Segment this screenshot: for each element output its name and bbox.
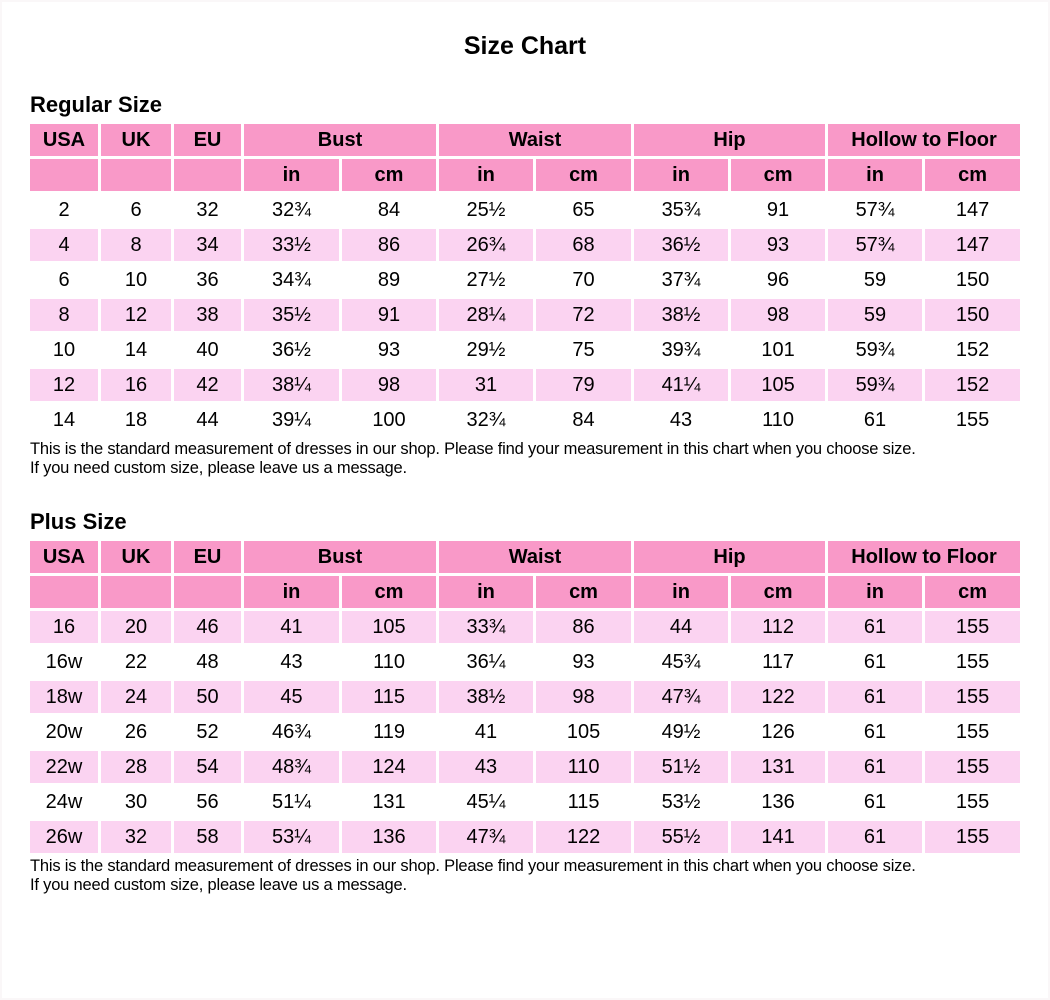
size-cell: 54 — [174, 751, 241, 783]
size-cell: 43 — [439, 751, 533, 783]
size-cell: 36¼ — [439, 646, 533, 678]
unit-header: in — [244, 159, 339, 191]
size-cell: 48¾ — [244, 751, 339, 783]
column-header: UK — [101, 541, 171, 573]
empty-header-cell — [101, 159, 171, 191]
size-cell: 105 — [342, 611, 436, 643]
size-cell: 22 — [101, 646, 171, 678]
size-cell: 98 — [731, 299, 825, 331]
size-cell: 131 — [342, 786, 436, 818]
size-cell: 38 — [174, 299, 241, 331]
size-cell: 152 — [925, 369, 1020, 401]
size-cell: 39¾ — [634, 334, 728, 366]
size-cell: 91 — [342, 299, 436, 331]
unit-header: cm — [731, 159, 825, 191]
size-cell: 20w — [30, 716, 98, 748]
size-cell: 57¾ — [828, 194, 922, 226]
size-cell: 61 — [828, 646, 922, 678]
size-cell: 86 — [536, 611, 631, 643]
size-cell: 24w — [30, 786, 98, 818]
size-cell: 41¼ — [634, 369, 728, 401]
column-header: EU — [174, 541, 241, 573]
size-cell: 16 — [101, 369, 171, 401]
header-row-units — [30, 159, 1020, 191]
size-cell: 26w — [30, 821, 98, 853]
unit-header: cm — [342, 576, 436, 608]
table-row — [30, 404, 1020, 436]
size-cell: 61 — [828, 716, 922, 748]
size-cell: 50 — [174, 681, 241, 713]
size-cell: 6 — [101, 194, 171, 226]
size-cell: 32 — [174, 194, 241, 226]
unit-header: in — [244, 576, 339, 608]
size-cell: 33½ — [244, 229, 339, 261]
size-cell: 65 — [536, 194, 631, 226]
size-cell: 155 — [925, 786, 1020, 818]
size-cell: 37¾ — [634, 264, 728, 296]
note-text — [30, 857, 1023, 895]
header-row-groups — [30, 124, 1020, 156]
size-cell: 38½ — [439, 681, 533, 713]
size-cell: 34¾ — [244, 264, 339, 296]
size-cell: 155 — [925, 751, 1020, 783]
size-cell: 101 — [731, 334, 825, 366]
size-cell: 61 — [828, 404, 922, 436]
size-cell: 136 — [342, 821, 436, 853]
size-cell: 119 — [342, 716, 436, 748]
unit-header: cm — [536, 159, 631, 191]
section-heading: Plus Size — [30, 509, 127, 534]
size-cell: 16w — [30, 646, 98, 678]
size-cell: 93 — [731, 229, 825, 261]
size-cell: 89 — [342, 264, 436, 296]
unit-header: in — [828, 576, 922, 608]
size-cell: 22w — [30, 751, 98, 783]
size-cell: 32 — [101, 821, 171, 853]
size-cell: 93 — [342, 334, 436, 366]
table-header — [30, 541, 1020, 608]
size-cell: 20 — [101, 611, 171, 643]
size-cell: 16 — [30, 611, 98, 643]
size-cell: 44 — [174, 404, 241, 436]
size-cell: 43 — [634, 404, 728, 436]
size-section — [27, 92, 1023, 478]
size-cell: 57¾ — [828, 229, 922, 261]
size-cell: 30 — [101, 786, 171, 818]
size-cell: 115 — [536, 786, 631, 818]
size-cell: 18w — [30, 681, 98, 713]
table-body — [30, 194, 1020, 436]
size-cell: 36½ — [634, 229, 728, 261]
column-group-header: Waist — [439, 124, 631, 156]
size-cell: 122 — [536, 821, 631, 853]
table-row — [30, 751, 1020, 783]
size-cell: 100 — [342, 404, 436, 436]
size-cell: 12 — [101, 299, 171, 331]
size-cell: 61 — [828, 611, 922, 643]
size-cell: 59¾ — [828, 369, 922, 401]
table-body — [30, 611, 1020, 853]
table-row — [30, 786, 1020, 818]
size-cell: 27½ — [439, 264, 533, 296]
size-cell: 136 — [731, 786, 825, 818]
page-title: Size Chart — [463, 32, 587, 60]
size-cell: 61 — [828, 786, 922, 818]
size-cell: 41 — [439, 716, 533, 748]
unit-header: in — [634, 159, 728, 191]
size-cell: 91 — [731, 194, 825, 226]
size-cell: 18 — [101, 404, 171, 436]
size-cell: 84 — [342, 194, 436, 226]
size-cell: 45¼ — [439, 786, 533, 818]
size-cell: 52 — [174, 716, 241, 748]
size-cell: 110 — [731, 404, 825, 436]
unit-header: cm — [536, 576, 631, 608]
size-cell: 115 — [342, 681, 436, 713]
size-cell: 2 — [30, 194, 98, 226]
size-cell: 35½ — [244, 299, 339, 331]
size-cell: 26 — [101, 716, 171, 748]
size-cell: 35¾ — [634, 194, 728, 226]
size-cell: 93 — [536, 646, 631, 678]
note-line-1: This is the standard measurement of dresses in our shop. Please find your measurement in this chart when you choose size. — [30, 440, 916, 458]
size-cell: 42 — [174, 369, 241, 401]
size-cell: 155 — [925, 681, 1020, 713]
size-cell: 59¾ — [828, 334, 922, 366]
size-cell: 51½ — [634, 751, 728, 783]
size-cell: 126 — [731, 716, 825, 748]
size-cell: 131 — [731, 751, 825, 783]
size-cell: 26¾ — [439, 229, 533, 261]
size-cell: 28 — [101, 751, 171, 783]
column-header: UK — [101, 124, 171, 156]
table-row — [30, 229, 1020, 261]
size-cell: 105 — [731, 369, 825, 401]
unit-header: cm — [925, 576, 1020, 608]
size-cell: 75 — [536, 334, 631, 366]
size-cell: 31 — [439, 369, 533, 401]
note-line-2: If you need custom size, please leave us a message. — [30, 876, 407, 894]
size-cell: 61 — [828, 681, 922, 713]
size-cell: 45¾ — [634, 646, 728, 678]
size-cell: 84 — [536, 404, 631, 436]
size-cell: 14 — [30, 404, 98, 436]
table-row — [30, 821, 1020, 853]
column-group-header: Waist — [439, 541, 631, 573]
size-cell: 117 — [731, 646, 825, 678]
size-cell: 96 — [731, 264, 825, 296]
column-header: USA — [30, 541, 98, 573]
size-cell: 29½ — [439, 334, 533, 366]
size-cell: 155 — [925, 646, 1020, 678]
size-cell: 45 — [244, 681, 339, 713]
size-cell: 155 — [925, 716, 1020, 748]
size-cell: 39¼ — [244, 404, 339, 436]
empty-header-cell — [174, 159, 241, 191]
size-cell: 141 — [731, 821, 825, 853]
tables-container — [0, 92, 1050, 895]
size-cell: 28¼ — [439, 299, 533, 331]
size-cell: 6 — [30, 264, 98, 296]
note-line-1: This is the standard measurement of dresses in our shop. Please find your measurement in this chart when you choose size. — [30, 857, 916, 875]
table-row — [30, 681, 1020, 713]
table-row — [30, 264, 1020, 296]
size-cell: 122 — [731, 681, 825, 713]
size-cell: 112 — [731, 611, 825, 643]
size-cell: 105 — [536, 716, 631, 748]
size-cell: 36½ — [244, 334, 339, 366]
column-group-header: Hollow to Floor — [828, 541, 1020, 573]
size-cell: 61 — [828, 751, 922, 783]
size-cell: 38¼ — [244, 369, 339, 401]
empty-header-cell — [30, 576, 98, 608]
unit-header: in — [439, 576, 533, 608]
column-group-header: Hollow to Floor — [828, 124, 1020, 156]
table-row — [30, 611, 1020, 643]
size-cell: 59 — [828, 264, 922, 296]
size-cell: 33¾ — [439, 611, 533, 643]
size-cell: 110 — [342, 646, 436, 678]
size-cell: 38½ — [634, 299, 728, 331]
empty-header-cell — [174, 576, 241, 608]
table-row — [30, 194, 1020, 226]
size-cell: 46 — [174, 611, 241, 643]
size-cell: 32¾ — [439, 404, 533, 436]
size-cell: 98 — [536, 681, 631, 713]
note-text — [30, 440, 1023, 478]
size-cell: 155 — [925, 404, 1020, 436]
size-cell: 46¾ — [244, 716, 339, 748]
size-cell: 68 — [536, 229, 631, 261]
size-cell: 86 — [342, 229, 436, 261]
table-row — [30, 369, 1020, 401]
column-header: EU — [174, 124, 241, 156]
column-header: USA — [30, 124, 98, 156]
size-cell: 59 — [828, 299, 922, 331]
size-cell: 10 — [101, 264, 171, 296]
size-cell: 58 — [174, 821, 241, 853]
size-cell: 72 — [536, 299, 631, 331]
size-cell: 150 — [925, 264, 1020, 296]
unit-header: cm — [342, 159, 436, 191]
table-row — [30, 646, 1020, 678]
size-cell: 110 — [536, 751, 631, 783]
size-cell: 10 — [30, 334, 98, 366]
size-cell: 150 — [925, 299, 1020, 331]
header-row-units — [30, 576, 1020, 608]
unit-header: cm — [925, 159, 1020, 191]
size-cell: 36 — [174, 264, 241, 296]
size-cell: 56 — [174, 786, 241, 818]
size-cell: 44 — [634, 611, 728, 643]
column-group-header: Bust — [244, 124, 436, 156]
size-cell: 8 — [101, 229, 171, 261]
header-row-groups — [30, 541, 1020, 573]
empty-header-cell — [30, 159, 98, 191]
size-table — [27, 538, 1023, 856]
size-cell: 40 — [174, 334, 241, 366]
note-line-2: If you need custom size, please leave us a message. — [30, 459, 407, 477]
size-cell: 51¼ — [244, 786, 339, 818]
size-cell: 61 — [828, 821, 922, 853]
size-table — [27, 121, 1023, 439]
size-cell: 25½ — [439, 194, 533, 226]
size-cell: 41 — [244, 611, 339, 643]
size-cell: 53¼ — [244, 821, 339, 853]
size-cell: 79 — [536, 369, 631, 401]
size-cell: 12 — [30, 369, 98, 401]
unit-header: in — [634, 576, 728, 608]
size-cell: 53½ — [634, 786, 728, 818]
table-row — [30, 299, 1020, 331]
table-row — [30, 716, 1020, 748]
size-cell: 14 — [101, 334, 171, 366]
size-cell: 147 — [925, 229, 1020, 261]
size-cell: 43 — [244, 646, 339, 678]
size-cell: 48 — [174, 646, 241, 678]
size-cell: 124 — [342, 751, 436, 783]
unit-header: in — [828, 159, 922, 191]
size-cell: 98 — [342, 369, 436, 401]
size-cell: 55½ — [634, 821, 728, 853]
size-cell: 24 — [101, 681, 171, 713]
size-cell: 8 — [30, 299, 98, 331]
unit-header: in — [439, 159, 533, 191]
size-cell: 152 — [925, 334, 1020, 366]
size-cell: 147 — [925, 194, 1020, 226]
size-cell: 49½ — [634, 716, 728, 748]
section-heading: Regular Size — [30, 92, 163, 117]
size-cell: 155 — [925, 611, 1020, 643]
table-header — [30, 124, 1020, 191]
table-row — [30, 334, 1020, 366]
size-cell: 32¾ — [244, 194, 339, 226]
size-cell: 34 — [174, 229, 241, 261]
column-group-header: Hip — [634, 541, 825, 573]
size-cell: 155 — [925, 821, 1020, 853]
column-group-header: Bust — [244, 541, 436, 573]
size-section — [27, 509, 1023, 895]
size-cell: 47¾ — [634, 681, 728, 713]
column-group-header: Hip — [634, 124, 825, 156]
size-cell: 4 — [30, 229, 98, 261]
unit-header: cm — [731, 576, 825, 608]
size-cell: 70 — [536, 264, 631, 296]
size-cell: 47¾ — [439, 821, 533, 853]
empty-header-cell — [101, 576, 171, 608]
